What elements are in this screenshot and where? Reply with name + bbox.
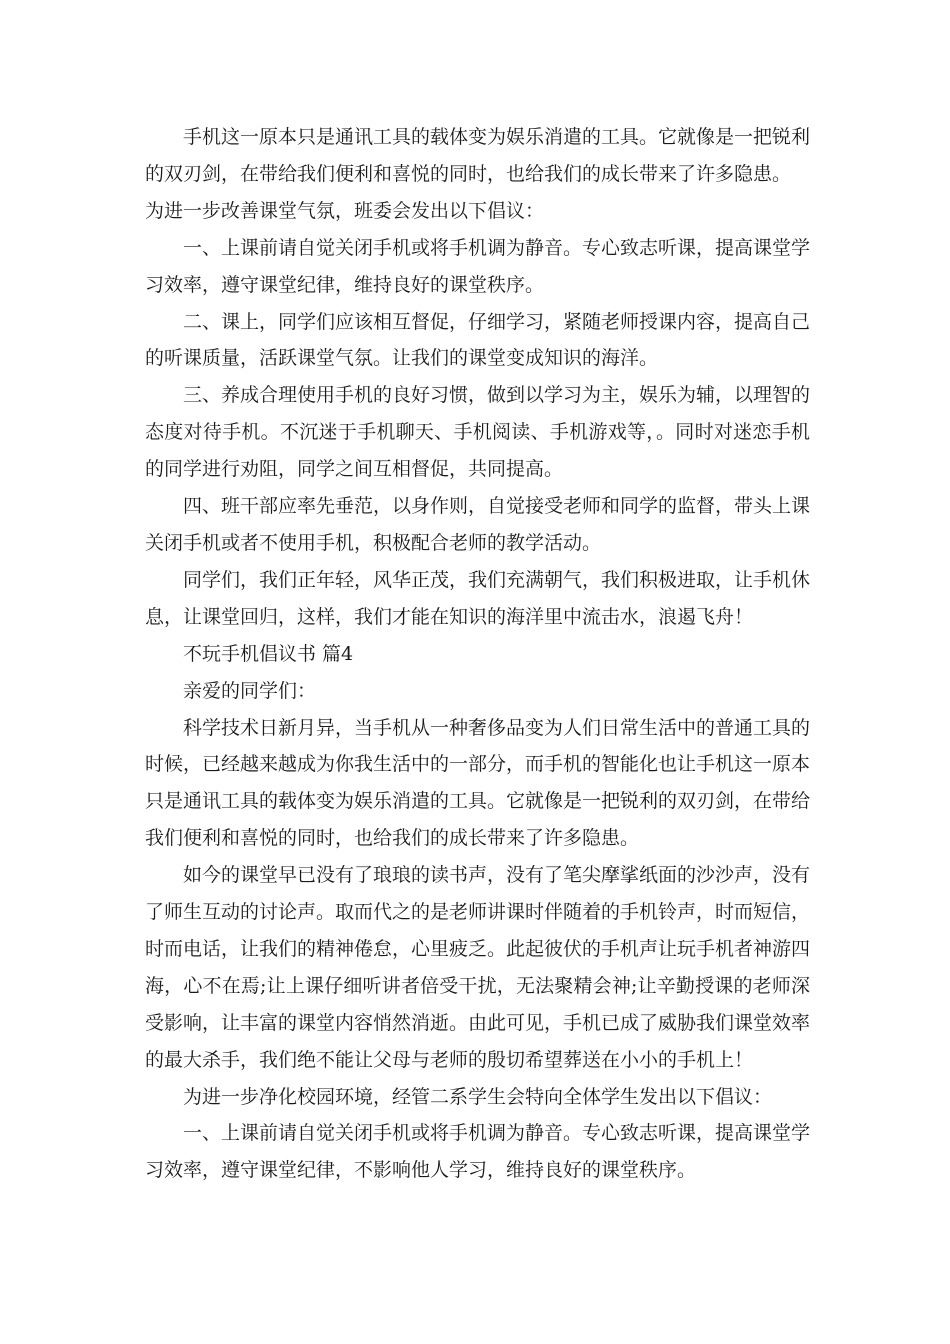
document-body bbox=[145, 119, 810, 1189]
section-heading: 不玩手机倡议书 篇4 bbox=[183, 642, 354, 665]
paragraph-technology: 科学技术日新月异，当手机从一种奢侈品变为人们日常生活中的普通工具的时候，已经越来越成为你我生活中的一部分，而手机的智能化也让手机这一原本只是通讯工具的载体变为娱乐消遣的工具。它就像是一把锐利的双刃剑，在带给我们便利和喜悦的同时，也给我们的成长带来了许多隐患。 bbox=[145, 716, 811, 850]
paragraph-classroom: 如今的课堂早已没有了琅琅的读书声，没有了笔尖摩挲纸面的沙沙声，没有了师生互动的讨论声。取而代之的是老师讲课时伴随着的手机铃声，时而短信，时而电话，让我们的精神倦怠，心里疲乏。此起彼伏的手机声让玩手机者神游四海，心不在焉;让上课仔细听讲者倍受干扰，无法聚精会神;让辛勤授课的老师深受影响，让丰富的课堂内容悄然消逝。由此可见，手机已成了威胁我们课堂效率的最大杀手，我们绝不能让父母与老师的殷切希望葬送在小小的手机上！ bbox=[145, 864, 811, 1071]
paragraph-proposal-lead: 为进一步改善课堂气氛，班委会发出以下倡议： bbox=[145, 199, 545, 222]
salutation: 亲爱的同学们： bbox=[183, 679, 317, 702]
paragraph-item-3: 三、养成合理使用手机的良好习惯，做到以学习为主，娱乐为辅，以理智的态度对待手机。不沉迷于手机聊天、手机阅读、手机游戏等，。同时对迷恋手机的同学进行劝阻，同学之间互相督促，共同提高。 bbox=[145, 384, 811, 481]
paragraph-closing: 同学们，我们正年轻，风华正茂，我们充满朝气，我们积极进取，让手机休息，让课堂回归，这样，我们才能在知识的海洋里中流击水，浪遏飞舟！ bbox=[145, 568, 811, 628]
paragraph-item-4: 四、班干部应率先垂范，以身作则，自觉接受老师和同学的监督，带头上课关闭手机或者不使用手机，积极配合老师的教学活动。 bbox=[145, 495, 811, 554]
paragraph-item-2: 二、课上，同学们应该相互督促，仔细学习，紧随老师授课内容，提高自己的听课质量，活跃课堂气氛。让我们的课堂变成知识的海洋。 bbox=[145, 310, 811, 370]
paragraph-item-1: 一、上课前请自觉关闭手机或将手机调为静音。专心致志听课，提高课堂学习效率，遵守课堂纪律，维持良好的课堂秩序。 bbox=[145, 236, 811, 296]
paragraph-item-1-b: 一、上课前请自觉关闭手机或将手机调为静音。专心致志听课，提高课堂学习效率，遵守课堂纪律，不影响他人学习，维持良好的课堂秩序。 bbox=[145, 1122, 811, 1182]
paragraph-intro-continued: 手机这一原本只是通讯工具的载体变为娱乐消遣的工具。它就像是一把锐利的双刃剑，在带给我们便利和喜悦的同时，也给我们的成长带来了许多隐患。 bbox=[145, 126, 811, 185]
paragraph-proposal-lead-2: 为进一步净化校园环境，经管二系学生会特向全体学生发出以下倡议： bbox=[183, 1085, 773, 1108]
